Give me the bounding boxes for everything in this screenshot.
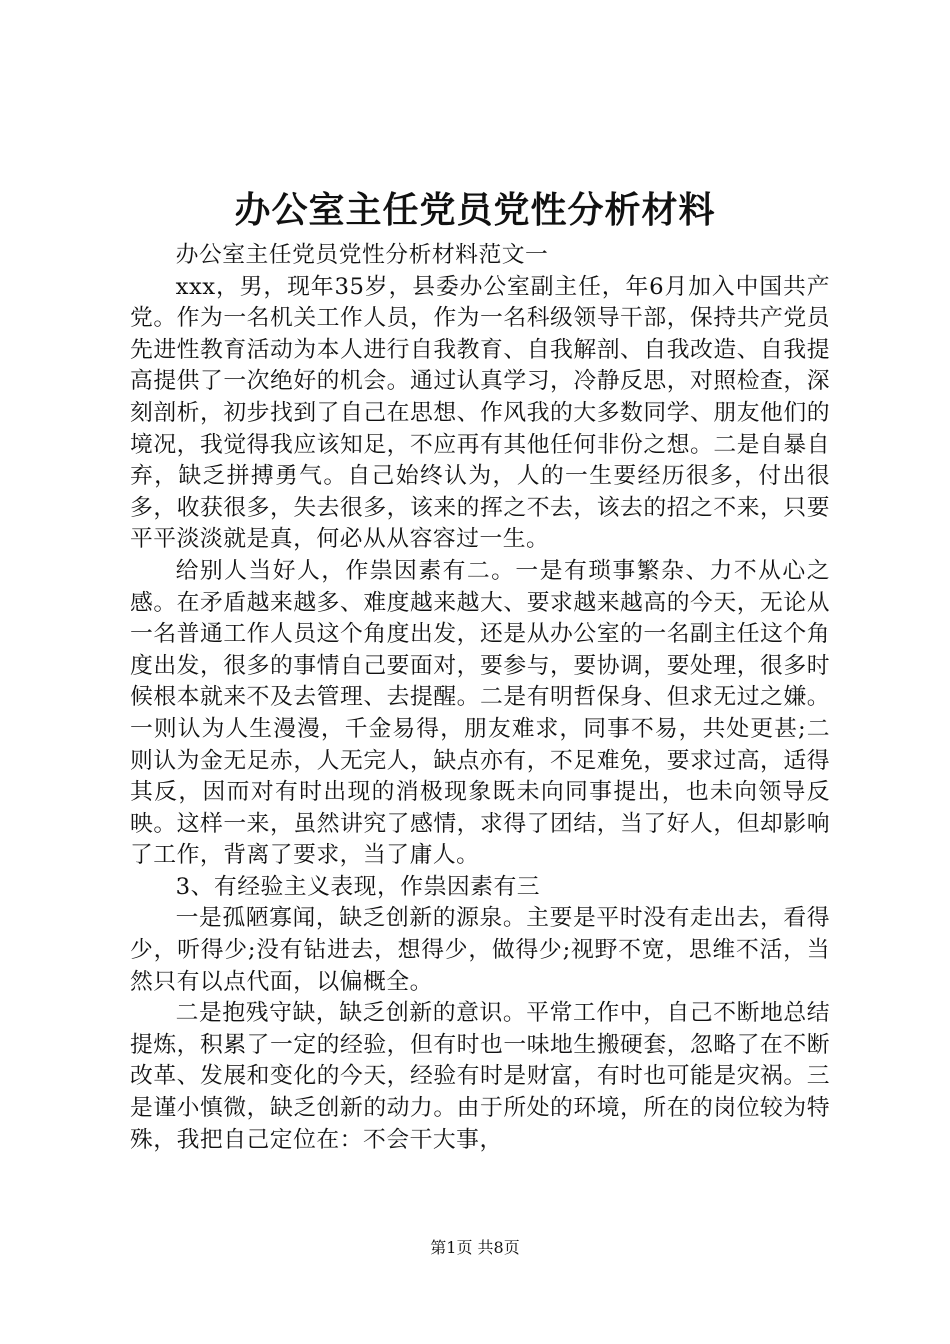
paragraph: 二是抱残守缺，缺乏创新的意识。平常工作中，自己不断地总结提炼，积累了一定的经验，但有时也一味地生搬硬套，忽略了在不断改革、发展和变化的今天，经验有时是财富，有时也可能是灾祸。三是谨小慎微，缺乏创新的动力。由于所处的环境，所在的岗位较为特殊，我把自己定位在：不会干大事， bbox=[130, 1000, 830, 1153]
paragraph: 办公室主任党员党性分析材料范文一 bbox=[175, 242, 549, 268]
paragraph: 3、有经验主义表现，作祟因素有三 bbox=[175, 873, 541, 900]
document-body bbox=[130, 240, 830, 1156]
page-footer: 第1页 共8页 bbox=[430, 1238, 520, 1257]
paragraph: 给别人当好人，作祟因素有二。一是有琐事繁杂、力不从心之感。在矛盾越来越多、难度越来越大、要求越来越高的今天，无论从一名普通工作人员这个角度出发，还是从办公室的一名副主任这个角度出发，很多的事情自己要面对，要参与，要协调，要处理，很多时候根本就来不及去管理、去提醒。二是有明哲保身、但求无过之嫌。一则认为人生漫漫，千金易得，朋友难求，同事不易，共处更甚;二则认为金无足赤，人无完人，缺点亦有，不足难免，要求过高，适得其反，因而对有时出现的消极现象既未向同事提出，也未向领导反映。这样一来，虽然讲究了感情，求得了团结，当了好人，但却影响了工作，背离了要求，当了庸人。 bbox=[130, 557, 830, 869]
paragraph: 一是孤陋寡闻，缺乏创新的源泉。主要是平时没有走出去，看得少，听得少;没有钻进去，想得少，做得少;视野不宽，思维不活，当然只有以点代面，以偏概全。 bbox=[130, 905, 830, 995]
paragraph: xxx，男，现年35岁，县委办公室副主任，年6月加入中国共产党。作为一名机关工作人员，作为一名科级领导干部，保持共产党员先进性教育活动为本人进行自我教育、自我解剖、自我改造、自我提高提供了一次绝好的机会。通过认真学习，冷静反思，对照检查，深刻剖析，初步找到了自己在思想、作风我的大多数同学、朋友他们的境况，我觉得我应该知足，不应再有其他任何非份之想。二是自暴自弃，缺乏拼搏勇气。自己始终认为，人的一生要经历很多，付出很多，收获很多，失去很多，该来的挥之不去，该去的招之不来，只要平平淡淡就是真，何必从从容容过一生。 bbox=[130, 273, 830, 553]
document-title: 办公室主任党员党性分析材料 bbox=[234, 189, 716, 231]
